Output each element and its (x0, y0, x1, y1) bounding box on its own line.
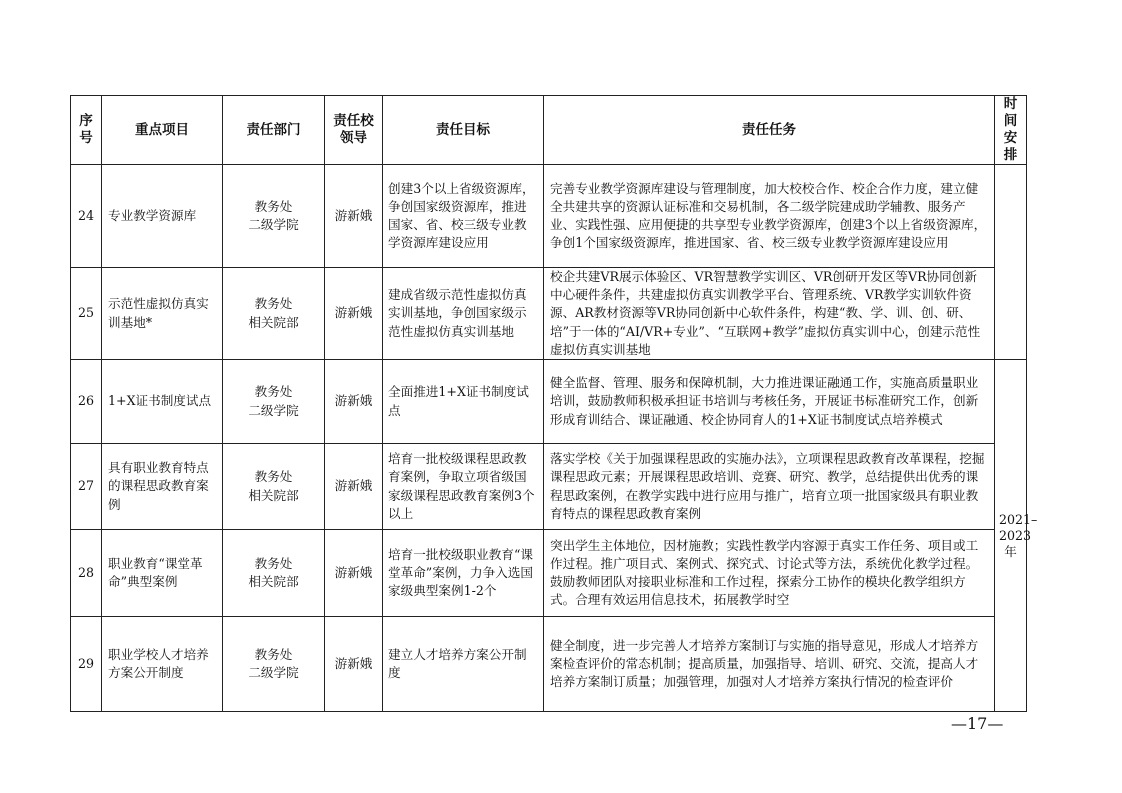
row-dept-line1: 教务处 (254, 646, 293, 662)
table-row (71, 444, 1027, 530)
header-leader-line1: 责任校 (333, 113, 374, 129)
row-dept-line2: 相关院部 (248, 574, 299, 590)
row-goal: 培育一批校级职业教育“课堂革命”案例，力争入选国家级典型案例1-2个 (383, 530, 544, 617)
row-goal: 培育一批校级课程思政教育案例，争取立项省级国家级课程思政教育案例3个以上 (383, 444, 544, 530)
row-number: 24 (71, 165, 102, 268)
row-task: 健全监督、管理、服务和保障机制，大力推进课证融通工作，实施高质量职业培训，鼓励教师积极承担证书培训与考核任务，开展证书标准研究工作，创新形成育训结合、课证融通、校企协同育人的1+X证书制度试点培养模式 (544, 360, 995, 444)
row-number: 25 (71, 268, 102, 360)
row-dept (223, 530, 325, 617)
row-leader: 游新娥 (325, 444, 383, 530)
row-leader: 游新娥 (325, 268, 383, 360)
row-task: 突出学生主体地位，因材施教；实践性教学内容源于真实工作任务、项目或工作过程。推广项目式、案例式、探究式、讨论式等方法，系统优化教学过程。鼓励教师团队对接职业标准和工作过程，探索分工协作的模块化教学组织方式。合理有效运用信息技术，拓展教学时空 (544, 530, 995, 617)
time-span-cell (995, 360, 1038, 712)
header-time-line2: 安排 (1003, 130, 1018, 163)
row-dept (223, 617, 325, 712)
table-row (71, 165, 1027, 268)
row-leader: 游新娥 (325, 617, 383, 712)
row-number: 28 (71, 530, 102, 617)
row-leader: 游新娥 (325, 360, 383, 444)
row-number: 29 (71, 617, 102, 712)
header-row (71, 96, 1027, 165)
row-dept-line1: 教务处 (254, 296, 293, 312)
row-dept-line1: 教务处 (254, 384, 293, 400)
header-time (995, 96, 1027, 165)
header-task: 责任任务 (544, 96, 995, 165)
row-task: 落实学校《关于加强课程思政的实施办法》，立项课程思政教育改革课程，挖掘课程思政元素；开展课程思政培训、竞赛、研究、教学，总结提供出优秀的课程思政案例，在教学实践中进行应用与推广，培育立项一批国家级具有职业教育特点的课程思政教育案例 (544, 444, 995, 530)
row-task: 健全制度，进一步完善人才培养方案制订与实施的指导意见，形成人才培养方案检查评价的常态机制；提高质量，加强指导、培训、研究、交流，提高人才培养方案制订质量；加强管理，加强对人才培养方案执行情况的检查评价 (544, 617, 995, 712)
row-dept-line2: 二级学院 (248, 217, 299, 232)
time-span-line2: 2023 (999, 527, 1032, 543)
row-dept-line1: 教务处 (254, 555, 293, 571)
row-dept-line2: 相关院部 (248, 314, 299, 330)
row-item: 示范性虚拟仿真实训基地* (102, 268, 223, 360)
time-cell-top (995, 165, 1027, 360)
header-goal: 责任目标 (383, 96, 544, 165)
header-leader-line2: 领导 (340, 130, 367, 146)
row-goal: 建立人才培养方案公开制度 (383, 617, 544, 712)
row-task: 校企共建VR展示体验区、VR智慧教学实训区、VR创研开发区等VR协同创新中心硬件条件，共建虚拟仿真实训教学平台、管理系统、VR教学实训软件资源、AR教材资源等VR协同创新中心软件条件，构建“教、学、训、创、研、培”于一体的“AI/VR+专业”、“互联网+教学”虚拟仿真实训中心，创建示范性虚拟仿真实训基地 (544, 268, 995, 360)
row-item: 专业教学资源库 (102, 165, 223, 268)
row-item: 具有职业教育特点的课程思政教育案例 (102, 444, 223, 530)
row-goal: 建成省级示范性虚拟仿真实训基地，争创国家级示范性虚拟仿真实训基地 (383, 268, 544, 360)
row-number: 27 (71, 444, 102, 530)
page-number: —17— (951, 714, 1004, 733)
row-goal: 全面推进1+X证书制度试点 (383, 360, 544, 444)
row-dept (223, 165, 325, 268)
header-item: 重点项目 (102, 96, 223, 165)
header-no-line2: 号 (79, 130, 93, 146)
row-dept-line2: 二级学院 (248, 665, 299, 681)
row-leader: 游新娥 (325, 165, 383, 268)
row-leader: 游新娥 (325, 530, 383, 617)
time-span-line1: 2021– (999, 511, 1038, 527)
header-no (71, 96, 102, 165)
row-item: 职业学校人才培养方案公开制度 (102, 617, 223, 712)
row-task: 完善专业教学资源库建设与管理制度，加大校校合作、校企合作力度，建立健全共建共享的资源认证标准和交易机制，各二级学院建成助学辅教、服务产业、实践性强、应用便捷的共享型专业教学资源库，创建3个以上省级资源库，争创1个国家级资源库，推进国家、省、校三级专业教学资源库建设应用 (544, 165, 995, 268)
header-dept: 责任部门 (223, 96, 325, 165)
row-dept-line1: 教务处 (254, 469, 293, 485)
table-row (71, 617, 1027, 712)
row-dept (223, 444, 325, 530)
table-row (71, 360, 1027, 444)
table-row (71, 530, 1027, 617)
header-leader (325, 96, 383, 165)
table-row (71, 268, 1027, 360)
row-number: 26 (71, 360, 102, 444)
row-item: 1+X证书制度试点 (102, 360, 223, 444)
row-dept-line1: 教务处 (254, 198, 293, 214)
row-dept (223, 360, 325, 444)
plan-table (70, 95, 1038, 712)
row-item: 职业教育“课堂革命”典型案例 (102, 530, 223, 617)
time-span-line3: 年 (1004, 543, 1017, 559)
row-dept-line2: 相关院部 (248, 487, 299, 503)
header-time-line1: 时间 (1003, 96, 1018, 129)
row-dept (223, 268, 325, 360)
header-no-line1: 序 (79, 113, 93, 129)
row-dept-line2: 二级学院 (248, 402, 299, 418)
row-goal: 创建3个以上省级资源库，争创国家级资源库，推进国家、省、校三级专业教学资源库建设应用 (383, 165, 544, 268)
